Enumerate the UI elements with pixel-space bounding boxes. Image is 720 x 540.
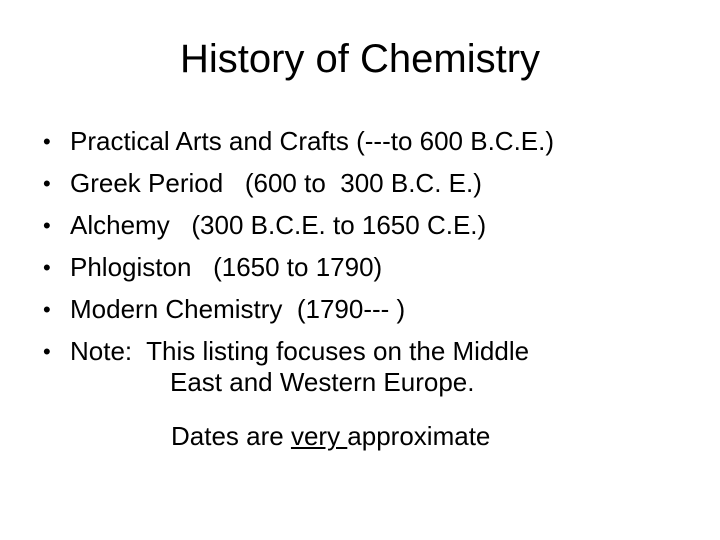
bullet-list xyxy=(43,126,703,409)
dates-prefix: Dates are xyxy=(171,421,291,451)
list-item xyxy=(43,252,703,283)
list-item xyxy=(43,294,703,325)
dates-note xyxy=(171,421,490,452)
list-item xyxy=(43,210,703,241)
list-item xyxy=(43,126,703,157)
bullet-text: Alchemy (300 B.C.E. to 1650 C.E.) xyxy=(70,210,487,240)
list-item-note xyxy=(43,336,703,398)
bullet-icon: • xyxy=(43,129,51,154)
bullet-icon: • xyxy=(43,255,51,280)
note-line-2: East and Western Europe. xyxy=(170,367,475,397)
note-line-1: Note: This listing focuses on the Middle xyxy=(70,336,530,366)
slide-title: History of Chemistry xyxy=(179,37,541,81)
bullet-icon: • xyxy=(43,297,51,322)
bullet-icon: • xyxy=(43,339,51,364)
list-item xyxy=(43,168,703,199)
bullet-icon: • xyxy=(43,213,51,238)
bullet-text: Greek Period (600 to 300 B.C. E.) xyxy=(70,168,482,198)
bullet-icon: • xyxy=(43,171,51,196)
dates-emphasis: very xyxy=(290,421,348,451)
dates-suffix: approximate xyxy=(347,421,491,451)
bullet-text: Phlogiston (1650 to 1790) xyxy=(70,252,383,282)
bullet-text: Practical Arts and Crafts (---to 600 B.C.E.) xyxy=(70,126,555,156)
bullet-text: Modern Chemistry (1790--- ) xyxy=(70,294,406,324)
